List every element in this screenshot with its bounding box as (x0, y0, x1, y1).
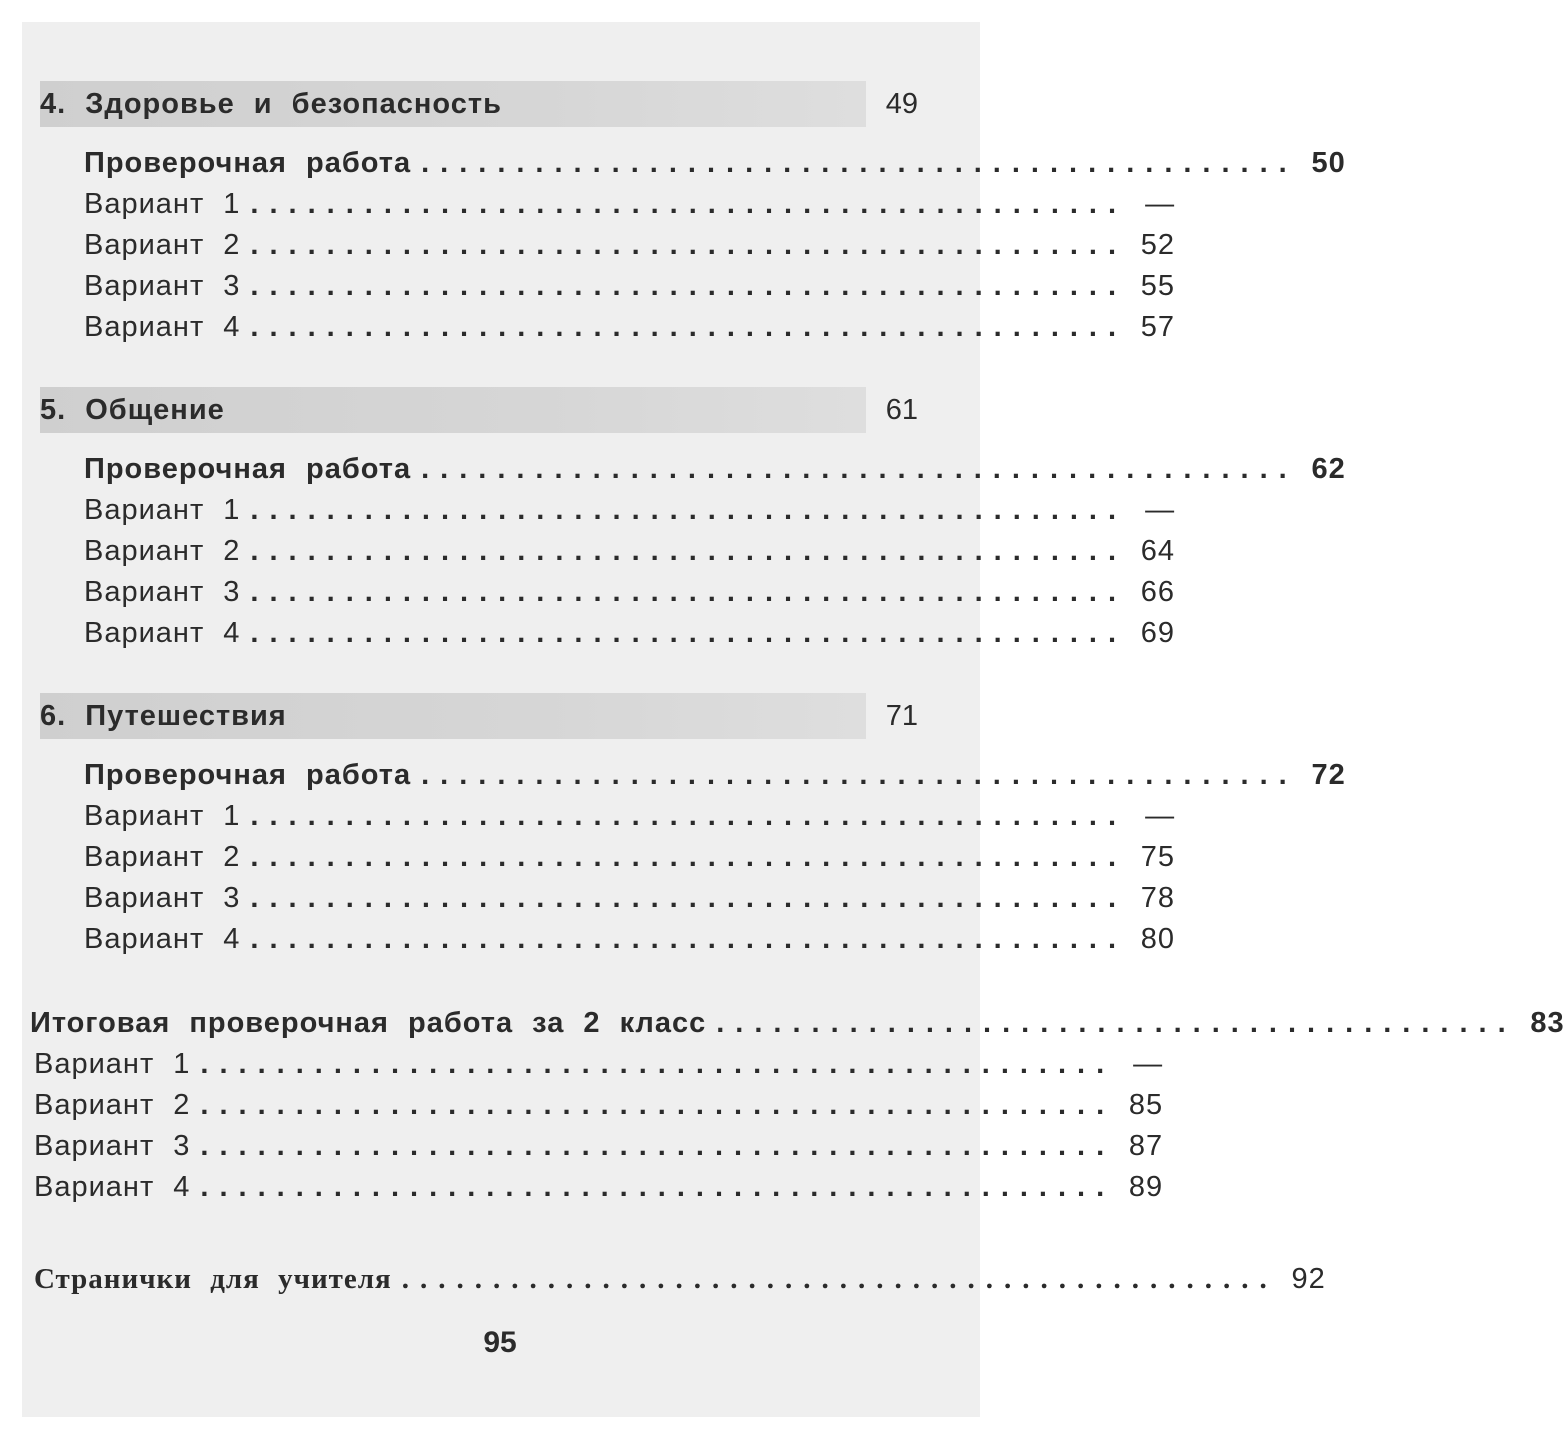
toc-check-4 (84, 143, 1346, 183)
leader-dots: ................................................ (200, 1048, 1116, 1080)
variant-label: Вариант 1 (84, 494, 241, 526)
toc-variant (34, 1044, 1164, 1084)
teacher-page: 92 (1291, 1263, 1326, 1295)
leader-dots: .............................................. (250, 229, 1128, 261)
variant-label: Вариант 3 (34, 1130, 191, 1162)
variant-page: — (1145, 800, 1176, 832)
toc-variant (34, 1167, 1164, 1207)
leader-dots: ................................................ (200, 1171, 1116, 1203)
variant-page: — (1133, 1048, 1164, 1080)
leader-dots: .............................................. (421, 759, 1298, 791)
toc-final-test (30, 1003, 1565, 1043)
toc-check-5 (84, 449, 1346, 489)
toc-variant (84, 919, 1176, 959)
check-page: 72 (1311, 759, 1346, 791)
variant-page: 64 (1140, 535, 1176, 567)
teacher-label: Странички для учителя (34, 1263, 392, 1295)
leader-dots: .............................................. (250, 882, 1128, 914)
leader-dots: ................................................ (401, 1263, 1278, 1295)
leader-dots: .............................................. (421, 147, 1298, 179)
section-title: 5. Общение (40, 393, 225, 426)
section-page: 49 (885, 87, 918, 120)
leader-dots: .............................................. (250, 535, 1128, 567)
variant-page: — (1145, 188, 1176, 220)
check-page: 62 (1311, 453, 1346, 485)
toc-variant (84, 225, 1176, 265)
page-number: 95 (483, 1326, 517, 1359)
leader-dots: .......................................... (716, 1007, 1517, 1039)
toc-variant (84, 490, 1176, 530)
toc-variant (34, 1126, 1164, 1166)
variant-label: Вариант 4 (84, 311, 241, 343)
toc-variant (34, 1085, 1164, 1125)
check-label: Проверочная работа (84, 453, 412, 485)
variant-page: 87 (1128, 1130, 1164, 1162)
leader-dots: ................................................ (200, 1130, 1116, 1162)
check-page: 50 (1311, 147, 1346, 179)
final-page: 83 (1530, 1007, 1565, 1039)
variant-page: 69 (1140, 617, 1176, 649)
toc-check-6 (84, 755, 1346, 795)
toc-variant (84, 307, 1176, 347)
variant-page: 52 (1140, 229, 1176, 261)
section-title: 4. Здоровье и безопасность (40, 87, 502, 120)
final-title: Итоговая проверочная работа за 2 класс (30, 1007, 707, 1039)
leader-dots: .............................................. (250, 800, 1128, 832)
variant-page: 89 (1128, 1171, 1164, 1203)
variant-label: Вариант 2 (84, 841, 241, 873)
leader-dots: .............................................. (250, 576, 1128, 608)
toc-variant (84, 266, 1176, 306)
check-label: Проверочная работа (84, 759, 412, 791)
toc-variant (84, 837, 1176, 877)
toc-section-4 (40, 81, 920, 127)
toc-teacher-pages (34, 1259, 1326, 1299)
variant-label: Вариант 1 (84, 188, 241, 220)
leader-dots: .............................................. (250, 841, 1128, 873)
variant-label: Вариант 2 (84, 229, 241, 261)
toc-variant (84, 572, 1176, 612)
leader-dots: .............................................. (421, 453, 1298, 485)
leader-dots: .............................................. (250, 617, 1128, 649)
leader-dots: .............................................. (250, 188, 1128, 220)
variant-page: 66 (1140, 576, 1176, 608)
variant-page: 75 (1140, 841, 1176, 873)
variant-label: Вариант 3 (84, 576, 241, 608)
variant-page: 78 (1140, 882, 1176, 914)
leader-dots: ................................................ (200, 1089, 1116, 1121)
variant-label: Вариант 1 (84, 800, 241, 832)
variant-label: Вариант 2 (34, 1089, 191, 1121)
toc-variant (84, 531, 1176, 571)
variant-label: Вариант 4 (34, 1171, 191, 1203)
variant-label: Вариант 4 (84, 617, 241, 649)
variant-page: — (1145, 494, 1176, 526)
toc-section-6 (40, 693, 920, 739)
section-page: 61 (885, 393, 918, 426)
variant-page: 57 (1140, 311, 1176, 343)
variant-label: Вариант 3 (84, 270, 241, 302)
variant-label: Вариант 1 (34, 1048, 191, 1080)
toc-variant (84, 613, 1176, 653)
toc-variant (84, 878, 1176, 918)
variant-page: 55 (1140, 270, 1176, 302)
variant-label: Вариант 3 (84, 882, 241, 914)
section-page: 71 (885, 699, 918, 732)
leader-dots: .............................................. (250, 923, 1128, 955)
section-title: 6. Путешествия (40, 699, 287, 732)
leader-dots: .............................................. (250, 311, 1128, 343)
toc-variant (84, 184, 1176, 224)
variant-page: 80 (1140, 923, 1176, 955)
leader-dots: .............................................. (250, 494, 1128, 526)
variant-label: Вариант 4 (84, 923, 241, 955)
leader-dots: .............................................. (250, 270, 1128, 302)
check-label: Проверочная работа (84, 147, 412, 179)
variant-page: 85 (1128, 1089, 1164, 1121)
toc-section-5 (40, 387, 920, 433)
toc-variant (84, 796, 1176, 836)
variant-label: Вариант 2 (84, 535, 241, 567)
